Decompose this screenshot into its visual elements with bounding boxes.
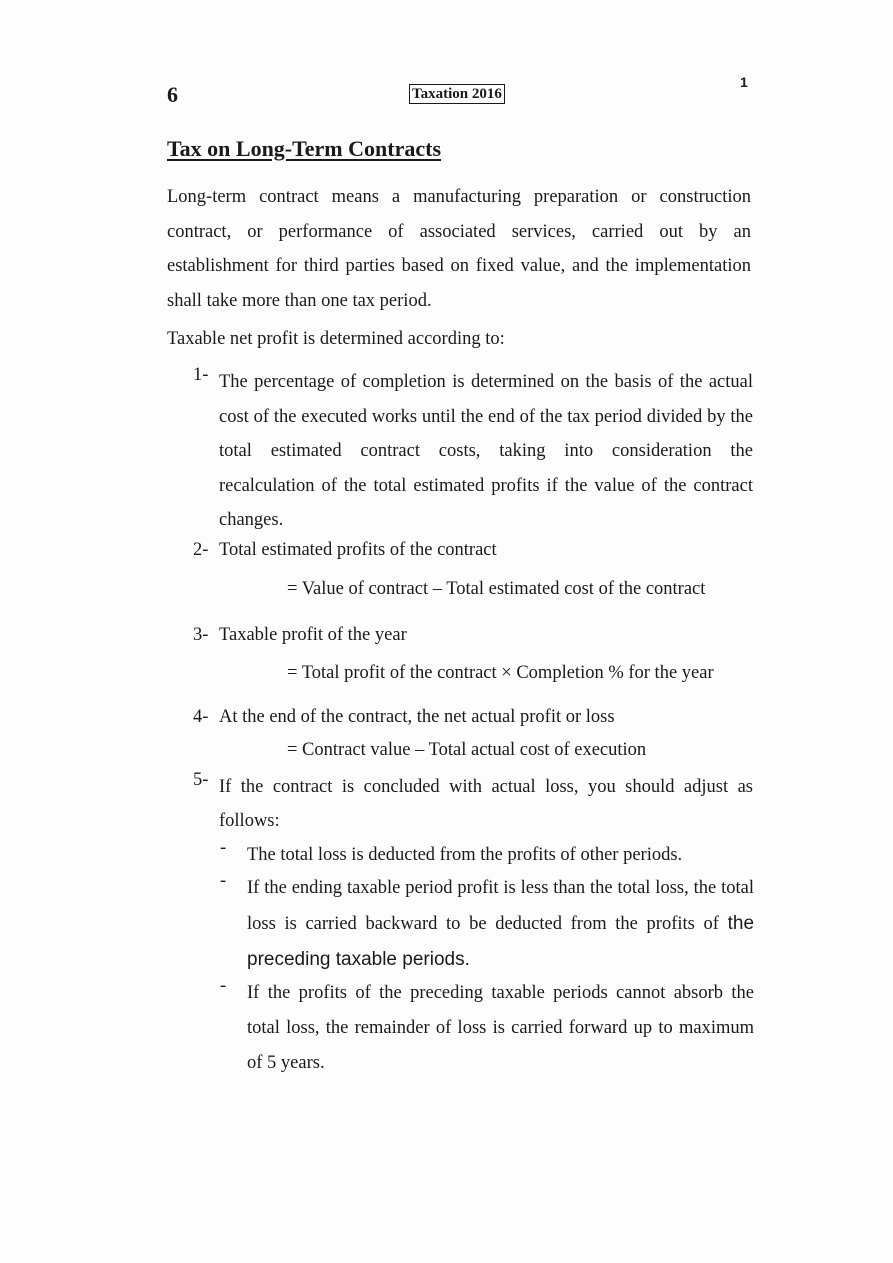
sub-list-dash: - <box>220 838 227 858</box>
sub-list-text: The total loss is deducted from the profits of other periods. <box>247 845 683 865</box>
list-item-number: 5- <box>193 770 209 790</box>
list-item-number: 4- <box>193 707 209 727</box>
intro-paragraph: Long-term contract means a manufacturing preparation or construction contract, or performance of associated services, carried out by an establishment for third parties based on fixed value, and the implementation shall take more than one tax period. <box>167 187 751 311</box>
list-item-text: Total estimated profits of the contract <box>219 540 497 560</box>
running-head: Taxation 2016 <box>409 84 505 104</box>
sub-list-dash: - <box>220 976 227 996</box>
sub-list-dash: - <box>220 871 227 891</box>
page-number: 6 <box>167 82 178 107</box>
corner-number: 1 <box>740 74 748 90</box>
lead-in-paragraph: Taxable net profit is determined according to: <box>167 329 505 349</box>
formula: = Total profit of the contract × Completion % for the year <box>287 663 714 683</box>
list-item-number: 3- <box>193 625 209 645</box>
list-item-number: 2- <box>193 540 209 560</box>
section-title: Tax on Long-Term Contracts <box>167 136 442 161</box>
sub-list-text-tail: the preceding taxable periods. <box>247 913 755 970</box>
sub-list-text-wrapper <box>247 871 754 978</box>
formula: = Contract value – Total actual cost of execution <box>287 740 647 760</box>
list-item-number: 1- <box>193 365 209 385</box>
list-item-text: The percentage of completion is determined on the basis of the actual cost of the executed works until the end of the tax period divided by the total estimated contract costs, taking into consideration the recalculation of the total estimated profits if the value of the contract changes. <box>219 372 753 530</box>
sub-list-text: If the ending taxable period profit is less than the total loss, the total loss is carried backward to be deducted from the profits of <box>247 878 754 934</box>
list-item-text: If the contract is concluded with actual loss, you should adjust as follows: <box>219 777 753 831</box>
list-item-text: Taxable profit of the year <box>219 625 407 645</box>
formula: = Value of contract – Total estimated cost of the contract <box>287 579 706 599</box>
sub-list-text: If the profits of the preceding taxable periods cannot absorb the total loss, the remainder of loss is carried forward up to maximum of 5 years. <box>247 983 754 1073</box>
list-item-text: At the end of the contract, the net actual profit or loss <box>219 707 615 727</box>
